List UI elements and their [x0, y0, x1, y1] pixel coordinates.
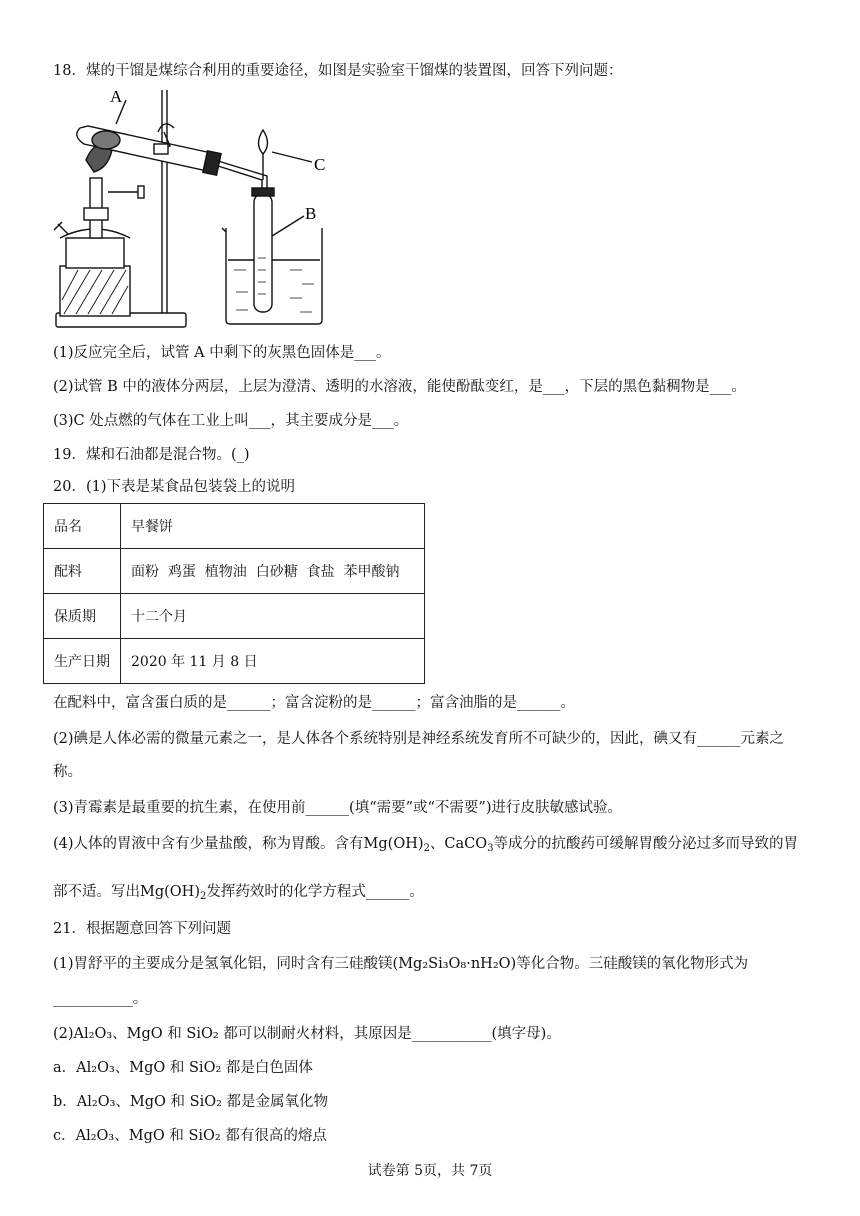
- text: 部不适。写出: [53, 884, 140, 900]
- q21-option-c: c．Al₂O₃、MgO 和 SiO₂ 都有很高的熔点: [53, 1128, 327, 1144]
- table-row: [44, 549, 425, 594]
- q18-part2: (2)试管 B 中的液体分两层，上层为澄清、透明的水溶液，能使酚酞变红，是___，下层的黑色黏稠物是___。: [53, 379, 746, 395]
- q20-after-table: 在配料中，富含蛋白质的是______；富含淀粉的是______；富含油脂的是______。: [53, 695, 575, 711]
- text: (1)胃舒平的主要成分是氢氧化铝，同时含有三硅酸镁(: [53, 956, 399, 972]
- page-footer: 试卷第 5页，共 7页: [367, 1163, 493, 1179]
- q21-option-b: b．Al₂O₃、MgO 和 SiO₂ 都是金属氧化物: [53, 1094, 329, 1110]
- q20-part4-line1: [53, 835, 798, 858]
- table-key: 保质期: [44, 594, 121, 639]
- dry-distillation-apparatus-figure: [50, 88, 800, 338]
- table-key: 品名: [44, 504, 121, 549]
- formula-caco3: CaCO$_3$: [444, 836, 494, 854]
- table-row: [44, 639, 425, 684]
- table-row: [44, 504, 425, 549]
- q20-intro: 20．(1)下表是某食品包装袋上的说明: [53, 479, 295, 495]
- label-b: B: [305, 204, 317, 223]
- text: 发挥药效时的化学方程式______。: [206, 884, 424, 900]
- text: 等成分的抗酸药可缓解胃酸分泌过多而导致的胃: [493, 836, 799, 852]
- label-c: C: [314, 155, 326, 174]
- q18-stem: 18．煤的干馏是煤综合利用的重要途径，如图是实验室干馏煤的装置图，回答下列问题：: [53, 63, 623, 79]
- formula-mgoh2: $Mg(OH)_2$: [363, 836, 430, 854]
- q21-option-a: a．Al₂O₃、MgO 和 SiO₂ 都是白色固体: [53, 1060, 313, 1076]
- q20-part3: (3)青霉素是最重要的抗生素，在使用前______(填“需要”或“不需要”)进行皮肤敏感试验。: [53, 800, 623, 816]
- q19-text: 19．煤和石油都是混合物。(_): [53, 447, 250, 463]
- label-a: A: [110, 88, 123, 106]
- q20-part2-line1: (2)碘是人体必需的微量元素之一，是人体各个系统特别是神经系统发育所不可缺少的，因此，碘又有______元素之: [53, 731, 785, 747]
- table-value: 早餐饼: [121, 504, 425, 549]
- q20-part4-line2: [53, 883, 424, 906]
- burner-base: [60, 266, 130, 316]
- table-value: 面粉 鸡蛋 植物油 白砂糖 食盐 苯甲酸钠: [121, 549, 425, 594]
- q18-part3: (3)C 处点燃的气体在工业上叫___，其主要成分是___。: [53, 413, 409, 429]
- formula-mgoh2: $Mg(OH)_2$: [140, 884, 207, 902]
- flame-c: [259, 130, 268, 154]
- q21-part1-line1: [53, 955, 748, 973]
- q21-intro: 21．根据题意回答下列问题: [53, 921, 231, 937]
- formula-magnesium-trisilicate: Mg₂Si₃O₈·nH₂O: [398, 956, 511, 972]
- q21-part1-line2: ___________。: [53, 991, 148, 1007]
- text: 、: [429, 836, 445, 852]
- table-value: 2020 年 11 月 8 日: [121, 639, 425, 684]
- text: (4)人体的胃液中含有少量盐酸，称为胃酸。含有: [53, 836, 364, 852]
- food-label-table: [43, 503, 425, 684]
- table-key: 配料: [44, 549, 121, 594]
- q18-part1: (1)反应完全后，试管 A 中剩下的灰黑色固体是___。: [53, 345, 391, 361]
- q21-part2: (2)Al₂O₃、MgO 和 SiO₂ 都可以制耐火材料，其原因是___________(填字母)。: [53, 1026, 561, 1042]
- q20-part2-line2: 称。: [53, 764, 82, 780]
- table-key: 生产日期: [44, 639, 121, 684]
- text: )等化合物。三硅酸镁的氧化物形式为: [510, 956, 749, 972]
- table-row: [44, 594, 425, 639]
- table-value: 十二个月: [121, 594, 425, 639]
